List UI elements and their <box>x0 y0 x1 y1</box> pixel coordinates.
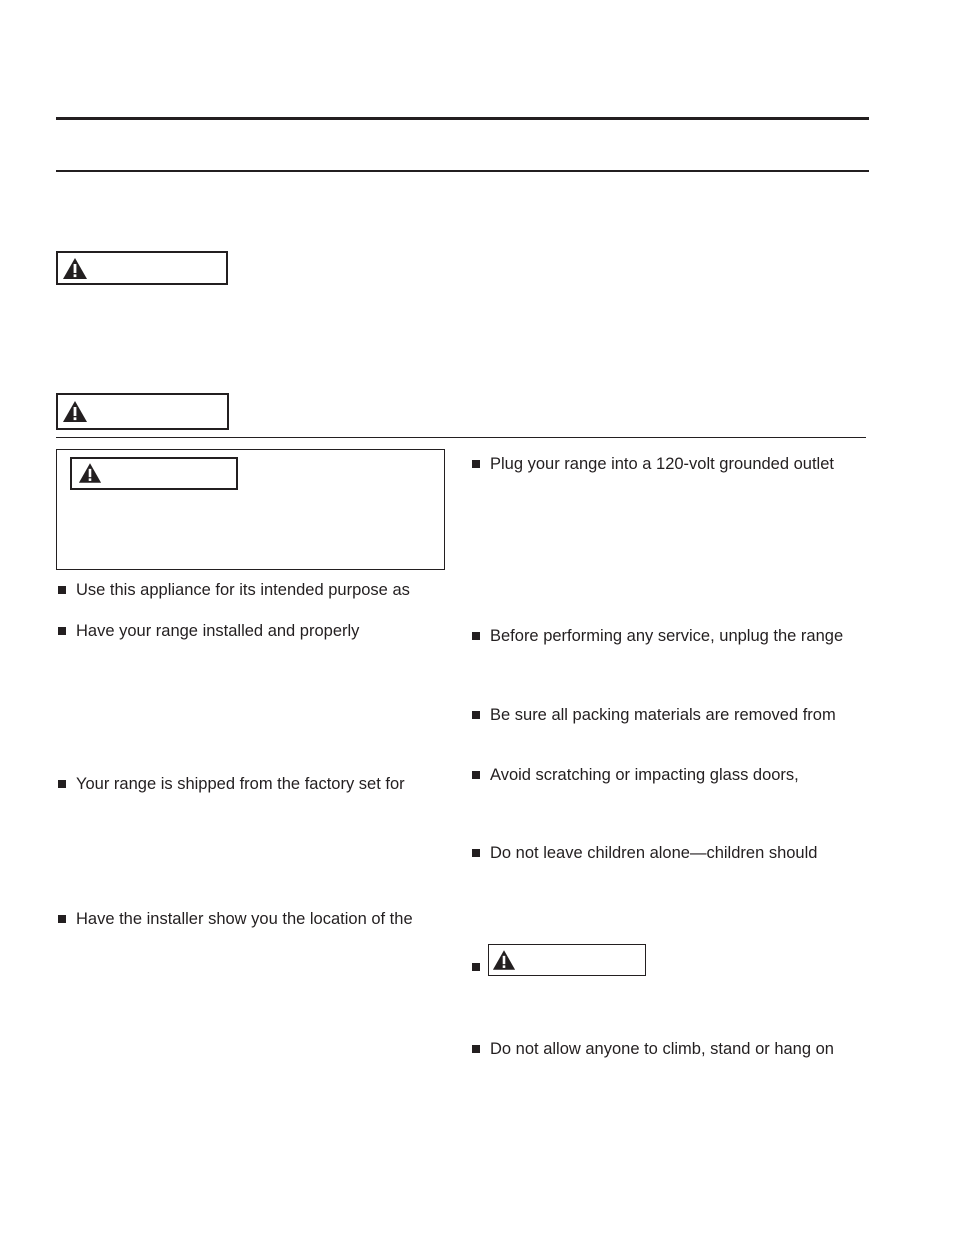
list-item: Do not leave children alone—children should <box>472 843 817 863</box>
bullet-square-icon <box>472 632 480 640</box>
bullet-square-icon <box>58 627 66 635</box>
bullet-square-icon <box>472 460 480 468</box>
list-item: Avoid scratching or impacting glass doors, <box>472 765 799 785</box>
warning-triangle-icon <box>78 462 102 484</box>
warning-label-inline <box>488 944 646 976</box>
warning-triangle-icon <box>62 399 88 424</box>
list-item: Have the installer show you the location of the <box>58 909 413 929</box>
warning-triangle-icon <box>492 949 516 971</box>
list-item: Your range is shipped from the factory set for <box>58 774 405 794</box>
list-item: Before performing any service, unplug the range <box>472 626 843 646</box>
list-item: Do not allow anyone to climb, stand or hang on <box>472 1039 834 1059</box>
list-item: Be sure all packing materials are removed from <box>472 705 836 725</box>
warning-label-2 <box>56 393 229 430</box>
warning-label-1 <box>56 251 228 285</box>
warning-panel-label <box>70 457 238 490</box>
bullet-square-icon <box>58 586 66 594</box>
warning-triangle-icon <box>62 257 88 280</box>
header-top-rule <box>56 117 869 120</box>
warning-panel <box>56 449 445 570</box>
list-item: Have your range installed and properly <box>58 621 359 641</box>
bullet-square-icon <box>472 963 480 971</box>
header-bottom-rule <box>56 170 869 172</box>
list-item: Use this appliance for its intended purpose as <box>58 580 410 600</box>
bullet-square-icon <box>58 915 66 923</box>
bullet-square-icon <box>472 711 480 719</box>
bullet-square-icon <box>58 780 66 788</box>
section-divider <box>56 437 866 438</box>
bullet-square-icon <box>472 849 480 857</box>
bullet-square-icon <box>472 1045 480 1053</box>
list-item: Plug your range into a 120-volt grounded outlet <box>472 454 834 474</box>
bullet-square-icon <box>472 771 480 779</box>
